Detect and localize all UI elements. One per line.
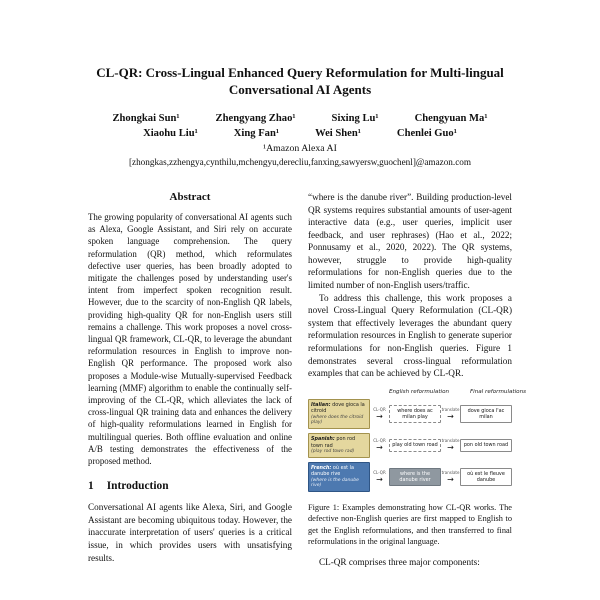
body-paragraph: CL-QR comprises three major components:: [319, 557, 480, 568]
arrow-label: CL-QR: [373, 438, 386, 444]
section-number: 1: [88, 480, 94, 493]
right-arrow-icon: →: [376, 411, 383, 421]
right-arrow-icon: →: [376, 474, 383, 484]
body-paragraph: “where is the danube river”. Building production-level QR systems requires substantial amounts of user-agent interactive data (e.g., user queries, implicit user feedback, and user rephrases) (Hao et al., 2022; Ponnusamy et al., 2020, 2022). The QR systems, however, struggle to provide high-quality reformulations for non-English queries due to the limited number of non-English users/traffic.: [308, 191, 512, 291]
english-reformulation-box: where does ac milan play: [389, 405, 441, 424]
introduction-text: Conversational AI agents like Alexa, Siri, and Google Assistant are becoming ubiquitous today. However, the inaccurate interpretation of users' queries is a critical issue, in which provides users with unsatisfying results.: [88, 502, 292, 563]
figure-row: [308, 399, 512, 429]
right-arrow-icon: →: [447, 411, 454, 421]
section-title: Introduction: [106, 480, 169, 493]
figure-1: [308, 388, 527, 492]
arrow-label: translate: [441, 469, 460, 475]
paper-title: CL-QR: Cross-Lingual Enhanced Query Reformulation for Multi-lingual Conversational AI Agents: [96, 65, 504, 98]
section-heading-introduction: [88, 480, 292, 492]
source-query-box: [308, 433, 370, 458]
author-name: Sixing Lu¹: [331, 113, 379, 125]
abstract-text: The growing popularity of conversational AI agents such as Alexa, Google Assistant, and Siri rely on accurate spoken language comprehension. The query reformulation (QR) method, which reformulates defective user queries, has been broadly adopted to mitigate the challenges posed by understanding user's intent from imperfect spoken recognition result. However, due to the scarcity of non-English QR labels, providing high-quality QR for non-English users still remains a challenge. This work proposes a novel cross-lingual QR framework, CL-QR, to leverage the abundant reformulation resources in English to improve non-English QR performance. The proposed work also proposes a Module-wise Mutually-supervised Feedback learning (MMF) algorithm to enable the continually self-improving of the CL-QR, which alleviates the lack of cross-lingual QR training data and enhances the delivery of high-quality reformulations learned in English for multilingual queries. Both offline evaluation and online A/B testing demonstrates the effectiveness of the proposed method.: [88, 211, 292, 466]
query-text: pon rod town rad: [311, 436, 356, 449]
right-arrow-icon: →: [447, 474, 454, 484]
author-name: Zhengyang Zhao¹: [215, 113, 296, 125]
figure-column-headers: [308, 388, 527, 395]
arrow-icon: [371, 471, 388, 484]
figure-header-final: Final reformulations: [469, 388, 527, 395]
query-language-label: Italian:: [311, 401, 331, 408]
query-gloss: (where does the citroid play): [311, 414, 364, 426]
affiliation: ¹Amazon Alexa AI: [263, 142, 337, 154]
query-gloss: (where is the danube rive): [311, 477, 359, 489]
query-text: où est la danube rive: [311, 464, 354, 478]
two-column-body: [0, 191, 600, 569]
author-name: Xing Fan¹: [233, 127, 280, 139]
right-arrow-icon: →: [376, 443, 383, 453]
arrow-icon: [442, 408, 459, 421]
left-column: [88, 191, 292, 569]
figure-row: [308, 462, 512, 492]
author-name: Xiaohu Liu¹: [143, 127, 198, 139]
query-text: dove gioca la citroid: [311, 401, 365, 415]
author-name: Chengyuan Ma¹: [414, 113, 488, 125]
arrow-label: CL-QR: [373, 406, 386, 412]
final-reformulation-box: pon old town road: [460, 439, 512, 451]
arrow-icon: [371, 439, 388, 452]
arrow-label: translate: [441, 438, 460, 444]
author-name: Zhongkai Sun¹: [112, 113, 180, 125]
author-name: Wei Shen¹: [315, 127, 361, 139]
english-reformulation-box: play old town road: [389, 439, 441, 451]
arrow-icon: [442, 471, 459, 484]
arrow-icon: [442, 439, 459, 452]
right-arrow-icon: →: [447, 443, 454, 453]
final-reformulation-box: dove gioca l'ac milan: [460, 405, 512, 424]
authors-row-1: [0, 112, 600, 126]
query-language-label: Spanish:: [311, 436, 335, 443]
figure-caption: Figure 1: Examples demonstrating how CL-QR works. The defective non-English queries are first mapped to English to get the English reformulations, and then transferred to final reformulations in the original language.: [308, 503, 512, 546]
authors-row-2: [0, 127, 600, 141]
query-language-label: French:: [311, 464, 332, 471]
english-reformulation-box: where is the danube river: [389, 468, 441, 487]
query-gloss: (play rod town rad): [311, 449, 355, 454]
source-query-box: [308, 399, 370, 429]
email-line: [zhongkas,zzhengya,cynthilu,mchengyu,derecliu,fanxing,sawyersw,guochenl]@amazon.com: [128, 156, 472, 167]
figure-header-english: English reformulation: [388, 388, 450, 395]
abstract-heading: Abstract: [169, 190, 211, 203]
figure-row: [308, 433, 512, 458]
author-name: Chenlei Guo¹: [396, 127, 457, 139]
arrow-icon: [371, 408, 388, 421]
final-reformulation-box: où est le fleuve danube: [460, 468, 512, 487]
source-query-box: [308, 462, 370, 492]
arrow-label: CL-QR: [373, 469, 386, 475]
body-paragraph: To address this challenge, this work proposes a novel Cross-Lingual Query Reformulation (CL-QR) system that effectively leverages the abundant query reformulation resources in English to generate superior reformulations for non-English queries. Figure 1 demonstrates several cross-lingual reformulation examples that can be achieved by CL-QR.: [308, 292, 512, 379]
right-column: [308, 191, 527, 569]
arrow-label: translate: [441, 406, 460, 412]
authors-block: [0, 112, 600, 141]
